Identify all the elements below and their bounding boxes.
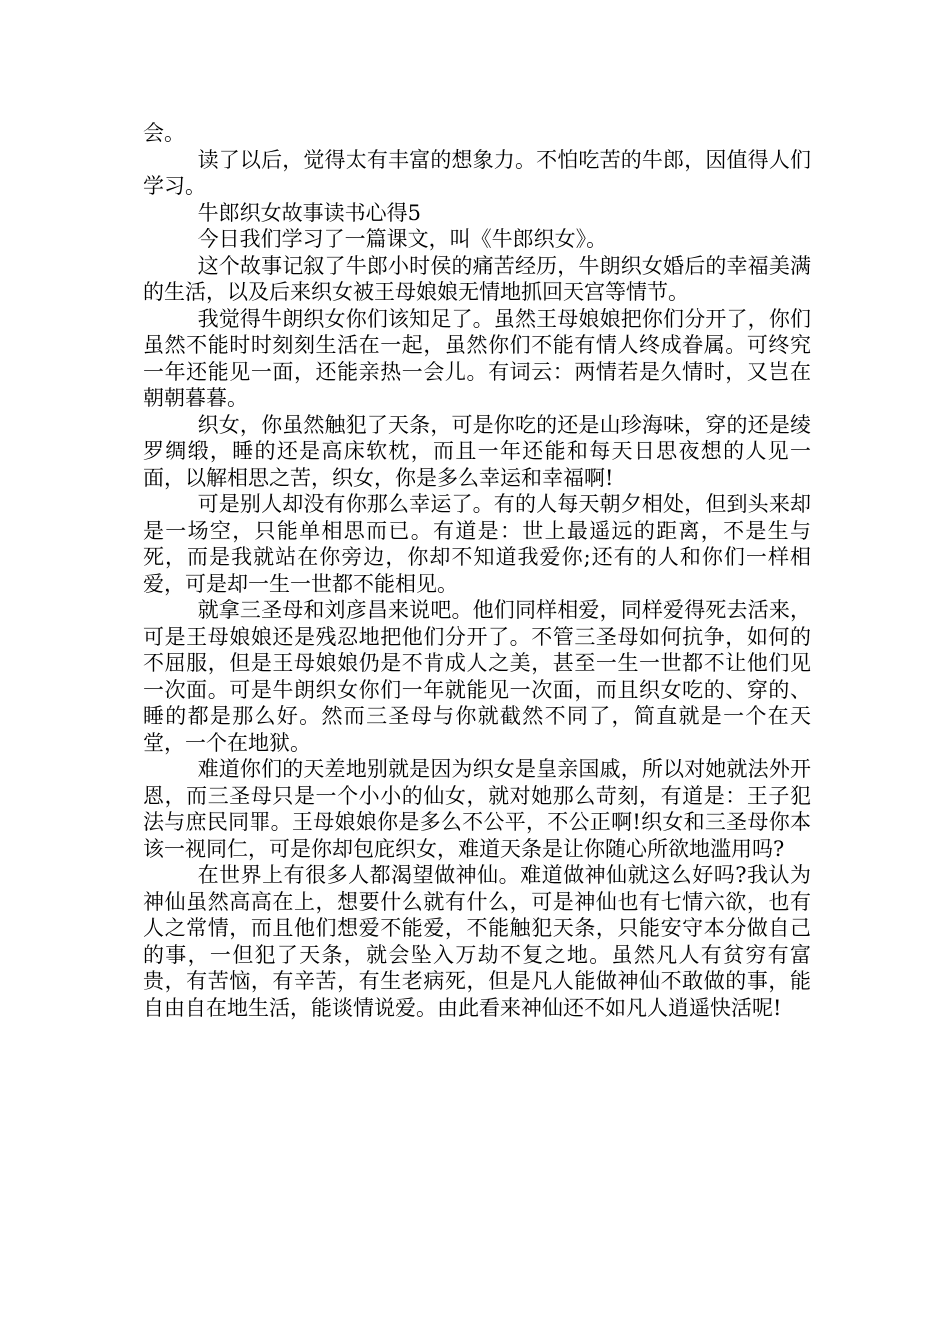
document-body <box>143 120 811 1021</box>
paragraph-continuation: 会。 <box>143 121 185 145</box>
paragraph: 可是别人却没有你那么幸运了。有的人每天朝夕相处，但到头来却是一场空，只能单相思而已。有道是：世上最遥远的距离，不是生与死，而是我就站在你旁边，你却不知道我爱你;还有的人和你们一样相爱，可是却一生一世都不能相见。 <box>143 492 811 596</box>
section-heading: 牛郎织女故事读书心得5 <box>197 200 421 225</box>
paragraph: 读了以后，觉得太有丰富的想象力。不怕吃苦的牛郎，因值得人们学习。 <box>143 147 811 198</box>
paragraph: 就拿三圣母和刘彦昌来说吧。他们同样相爱，同样爱得死去活来，可是王母娘娘还是残忍地把他们分开了。不管三圣母如何抗争，如何的不屈服，但是王母娘娘仍是不肯成人之美，甚至一生一世都不让他们见一次面。可是牛朗织女你们一年就能见一次面，而且织女吃的、穿的、睡的都是那么好。然而三圣母与你就截然不同了，简直就是一个在天堂，一个在地狱。 <box>143 598 811 755</box>
paragraph: 在世界上有很多人都渴望做神仙。难道做神仙就这么好吗?我认为神仙虽然高高在上，想要什么就有什么，可是神仙也有七情六欲，也有人之常情，而且他们想爱不能爱，不能触犯天条，只能安守本分做自己的事，一但犯了天条，就会坠入万劫不复之地。虽然凡人有贫穷有富贵，有苦恼，有辛苦，有生老病死，但是凡人能做神仙不敢做的事，能自由自在地生活，能谈情说爱。由此看来神仙还不如凡人逍遥快活呢! <box>143 863 811 1020</box>
paragraph: 难道你们的天差地别就是因为织女是皇亲国戚，所以对她就法外开恩，而三圣母只是一个小小的仙女，就对她那么苛刻，有道是：王子犯法与庶民同罪。王母娘娘你是多么不公平，不公正啊!织女和三圣母你本该一视同仁，可是你却包庇织女，难道天条是让你随心所欲地滥用吗? <box>143 757 811 861</box>
paragraph: 这个故事记叙了牛郎小时侯的痛苦经历，牛朗织女婚后的幸福美满的生活，以及后来织女被王母娘娘无情地抓回天宫等情节。 <box>143 253 811 304</box>
paragraph: 我觉得牛朗织女你们该知足了。虽然王母娘娘把你们分开了，你们虽然不能时时刻刻生活在一起，虽然你们不能有情人终成眷属。可终究一年还能见一面，还能亲热一会儿。有词云：两情若是久情时，又岂在朝朝暮暮。 <box>143 306 811 410</box>
paragraph: 织女，你虽然触犯了天条，可是你吃的还是山珍海味，穿的还是绫罗绸缎，睡的还是高床软枕，而且一年还能和每天日思夜想的人见一面，以解相思之苦，织女，你是多么幸运和幸福啊! <box>143 412 811 490</box>
paragraph: 今日我们学习了一篇课文，叫《牛郎织女》。 <box>197 227 608 251</box>
